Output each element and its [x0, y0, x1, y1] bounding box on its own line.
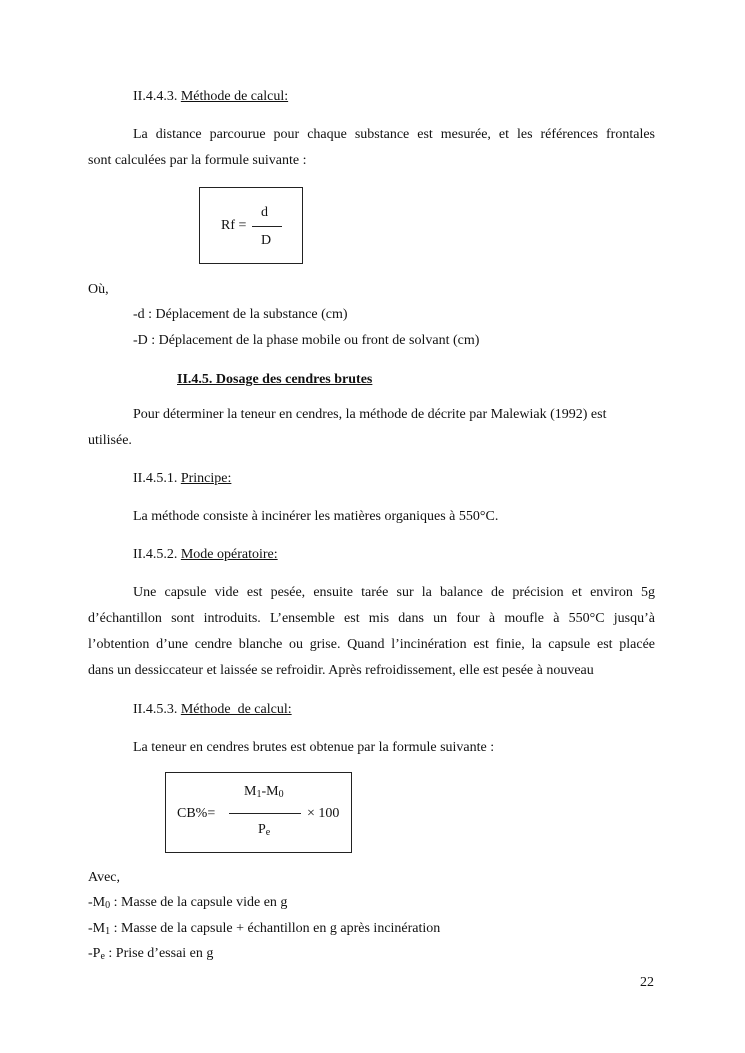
paragraph-line: dans un dessiccateur et laissée se refroidir. Après refroidissement, elle est pesée à nouveau [88, 663, 594, 678]
section-heading-4-5-2 [133, 547, 278, 563]
section-title: Principe: [180, 471, 232, 486]
paragraph-line: Une capsule vide est pesée, ensuite tarée sur la balance de précision et environ 5g [133, 585, 655, 600]
definition-D: -D : Déplacement de la phase mobile ou front de solvant (cm) [133, 333, 480, 348]
section-number: II.4.5.2. [133, 547, 181, 562]
definition-d: -d : Déplacement de la substance (cm) [133, 307, 348, 322]
definition-m0: $-M_0$ : Masse de la capsule vide en g [88, 895, 288, 911]
paragraph-line: Pour déterminer la teneur en cendres, la méthode de décrite par Malewiak (1992) est [133, 407, 607, 422]
formula-lhs: CB%= [177, 806, 216, 821]
formula-lhs: Rf = [221, 218, 247, 233]
formula-box-rf [199, 187, 303, 264]
formula-box-cb [165, 772, 352, 853]
section-heading-4-5-3 [133, 702, 292, 718]
where-intro: Avec, [88, 870, 120, 885]
formula-factor: × 100 [307, 806, 340, 821]
section-number: II.4.5.3. [133, 702, 181, 717]
definition-pe: $-P_e$ : Prise d’essai en g [88, 946, 214, 962]
section-heading-4-4-3 [133, 89, 288, 105]
formula-numerator: $M_1-M_0$ [244, 784, 284, 800]
paragraph-line: utilisée. [88, 433, 132, 448]
section-number: II.4.5.1. [133, 471, 181, 486]
paragraph-line: l’obtention d’une cendre blanche ou grise. Quand l’incinération est finie, la capsule est placée [88, 637, 655, 652]
formula-denominator: $P_e$ [258, 822, 271, 838]
section-title: Méthode de calcul: [180, 89, 289, 104]
where-intro: Où, [88, 282, 109, 297]
fraction-bar [229, 813, 301, 814]
paragraph-line: La teneur en cendres brutes est obtenue par la formule suivante : [133, 740, 495, 755]
paragraph-line: sont calculées par la formule suivante : [88, 153, 307, 168]
definition-m1: $-M_1$ : Masse de la capsule + échantillon en g après incinération [88, 921, 441, 937]
formula-numerator: d [261, 205, 268, 220]
section-heading-4-5-1 [133, 471, 231, 487]
section-heading-4-5: II.4.5. Dosage des cendres brutes [177, 372, 373, 387]
section-title: Méthode de calcul: [180, 702, 292, 717]
fraction-bar [252, 226, 282, 227]
formula-denominator: D [261, 233, 272, 248]
paragraph-line: La distance parcourue pour chaque substance est mesurée, et les références frontales [133, 127, 655, 142]
paragraph-line: La méthode consiste à incinérer les matières organiques à 550°C. [133, 509, 499, 524]
section-number: II.4.4.3. [133, 89, 181, 104]
section-title: Mode opératoire: [180, 547, 278, 562]
paragraph-line: d’échantillon sont introduits. L’ensemble est mis dans un four à moufle à 550°C jusqu’à [88, 611, 655, 626]
page-number: 22 [640, 975, 654, 990]
